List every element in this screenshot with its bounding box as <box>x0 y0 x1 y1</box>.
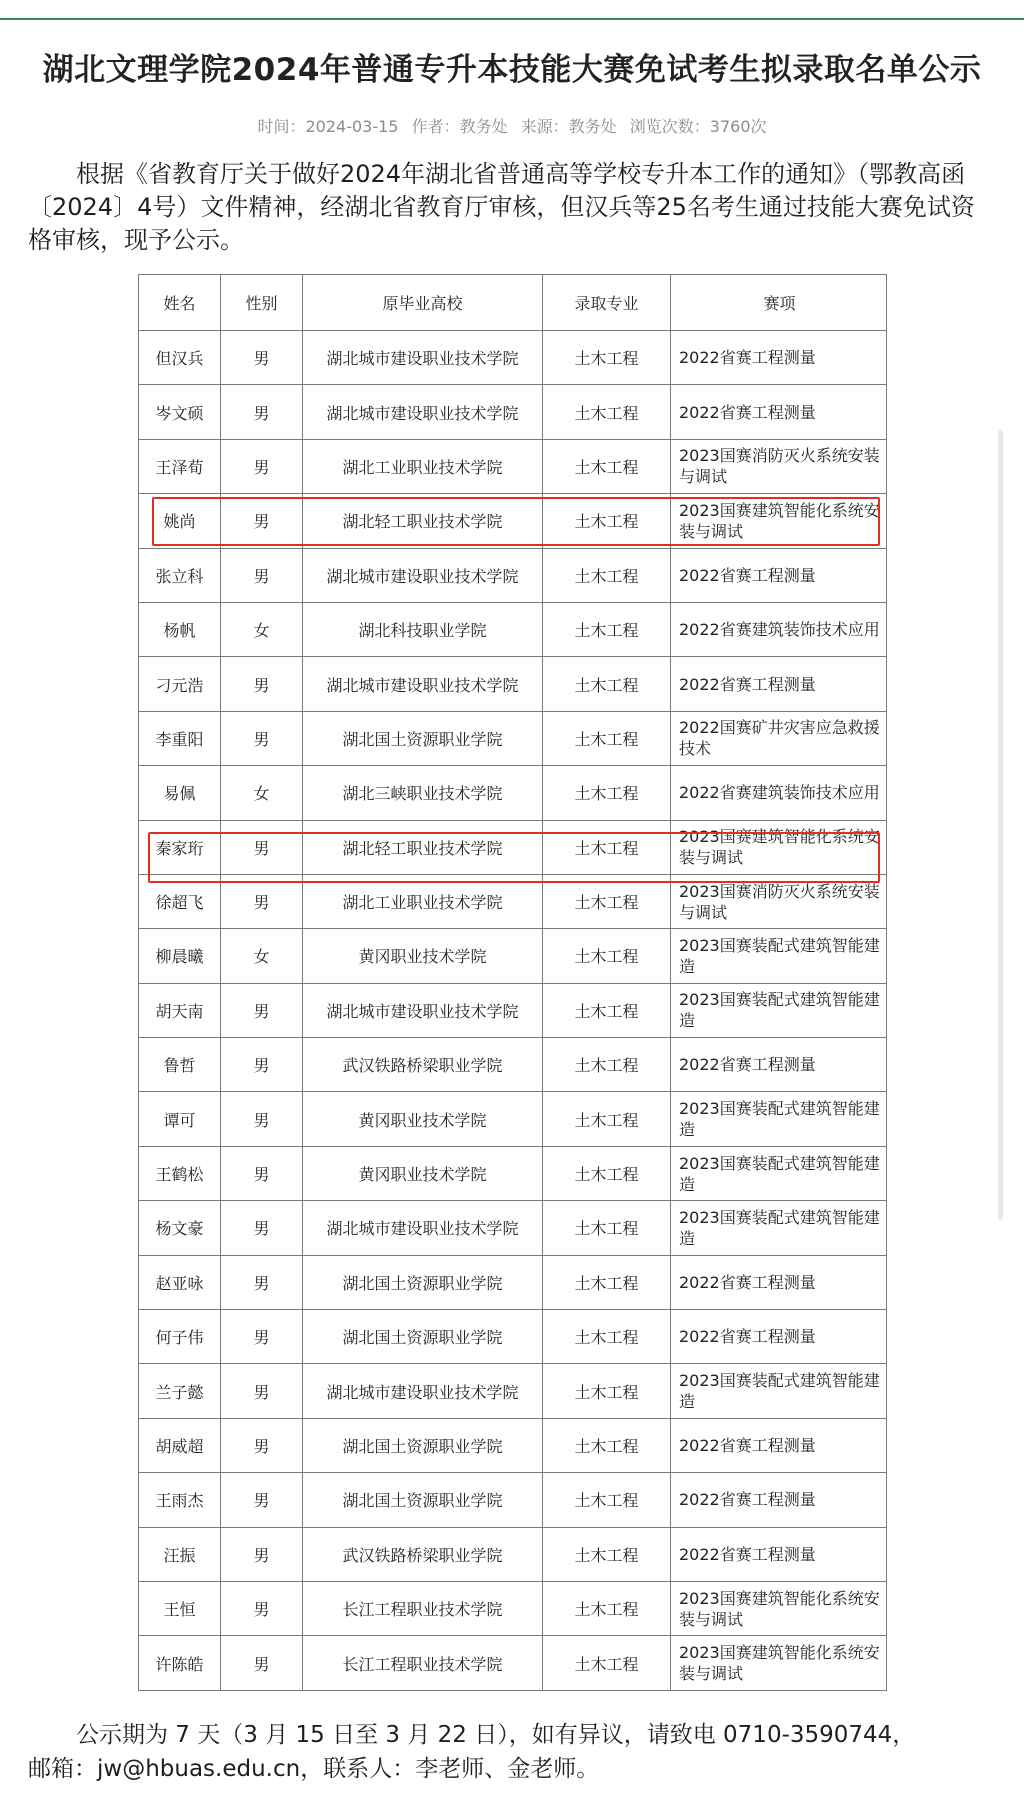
cell-name: 徐超飞 <box>139 874 221 928</box>
meta-views: 浏览次数：3760次 <box>629 117 767 136</box>
cell-gender: 男 <box>221 874 303 928</box>
table-row <box>139 439 887 493</box>
cell-school: 湖北国土资源职业学院 <box>303 1473 543 1527</box>
cell-school: 武汉铁路桥梁职业学院 <box>303 1038 543 1092</box>
cell-major: 土木工程 <box>543 1364 671 1418</box>
highlight-box-row-10 <box>148 832 880 883</box>
cell-major: 土木工程 <box>543 1038 671 1092</box>
table-row <box>139 548 887 602</box>
admission-table <box>138 274 887 1691</box>
cell-event: 2022省赛工程测量 <box>671 331 887 385</box>
table-row <box>139 983 887 1037</box>
cell-name: 张立科 <box>139 548 221 602</box>
table-row <box>139 1092 887 1146</box>
cell-school: 湖北城市建设职业技术学院 <box>303 548 543 602</box>
cell-gender: 男 <box>221 1581 303 1635</box>
intro-paragraph: 根据《省教育厅关于做好2024年湖北省普通高等学校专升本工作的通知》（鄂教高函〔2024〕4号）文件精神，经湖北省教育厅审核，但汉兵等25名考生通过技能大赛免试资格审核，现予公示。 <box>28 160 975 254</box>
cell-school: 湖北工业职业技术学院 <box>303 439 543 493</box>
cell-gender: 男 <box>221 1636 303 1690</box>
table-row <box>139 929 887 983</box>
meta-time: 时间：2024-03-15 <box>257 117 399 136</box>
cell-event: 2022省赛建筑装饰技术应用 <box>671 602 887 656</box>
table-header-row <box>139 275 887 331</box>
cell-name: 刁元浩 <box>139 657 221 711</box>
cell-name: 王恒 <box>139 1581 221 1635</box>
cell-school: 湖北国土资源职业学院 <box>303 1418 543 1472</box>
cell-gender: 男 <box>221 1310 303 1364</box>
cell-major: 土木工程 <box>543 874 671 928</box>
cell-gender: 男 <box>221 1255 303 1309</box>
cell-gender: 女 <box>221 929 303 983</box>
header-event: 赛项 <box>671 275 887 331</box>
cell-name: 许陈皓 <box>139 1636 221 1690</box>
meta-source: 来源：教务处 <box>520 117 617 136</box>
cell-gender: 男 <box>221 1038 303 1092</box>
cell-school: 黄冈职业技术学院 <box>303 1146 543 1200</box>
cell-name: 谭可 <box>139 1092 221 1146</box>
cell-major: 土木工程 <box>543 1201 671 1255</box>
cell-gender: 男 <box>221 1527 303 1581</box>
table-row <box>139 1527 887 1581</box>
cell-event: 2023国赛消防灭火系统安装与调试 <box>671 439 887 493</box>
cell-major: 土木工程 <box>543 766 671 820</box>
cell-major: 土木工程 <box>543 1581 671 1635</box>
cell-gender: 男 <box>221 1418 303 1472</box>
cell-school: 湖北工业职业技术学院 <box>303 874 543 928</box>
cell-major: 土木工程 <box>543 439 671 493</box>
cell-school: 湖北国土资源职业学院 <box>303 711 543 765</box>
highlight-box-row-4 <box>152 497 880 546</box>
cell-school: 湖北城市建设职业技术学院 <box>303 1201 543 1255</box>
cell-gender: 男 <box>221 820 303 874</box>
cell-event: 2023国赛装配式建筑智能建造 <box>671 1092 887 1146</box>
cell-name: 杨帆 <box>139 602 221 656</box>
cell-event: 2022省赛工程测量 <box>671 1255 887 1309</box>
cell-school: 湖北国土资源职业学院 <box>303 1310 543 1364</box>
cell-event: 2023国赛建筑智能化系统安装与调试 <box>671 820 887 874</box>
header-major: 录取专业 <box>543 275 671 331</box>
table-row <box>139 1038 887 1092</box>
cell-major: 土木工程 <box>543 1418 671 1472</box>
cell-major: 土木工程 <box>543 1255 671 1309</box>
cell-event: 2023国赛消防灭火系统安装与调试 <box>671 874 887 928</box>
table-row <box>139 1418 887 1472</box>
table-row <box>139 1473 887 1527</box>
cell-gender: 男 <box>221 711 303 765</box>
page-title: 湖北文理学院2024年普通专升本技能大赛免试考生拟录取名单公示 <box>42 52 982 88</box>
cell-school: 湖北城市建设职业技术学院 <box>303 657 543 711</box>
cell-school: 湖北轻工职业技术学院 <box>303 494 543 548</box>
cell-event: 2023国赛装配式建筑智能建造 <box>671 929 887 983</box>
cell-gender: 男 <box>221 1364 303 1418</box>
cell-event: 2022省赛工程测量 <box>671 385 887 439</box>
cell-gender: 男 <box>221 331 303 385</box>
cell-major: 土木工程 <box>543 1310 671 1364</box>
cell-name: 王鹤松 <box>139 1146 221 1200</box>
cell-school: 黄冈职业技术学院 <box>303 929 543 983</box>
header-gender: 性别 <box>221 275 303 331</box>
cell-school: 长江工程职业技术学院 <box>303 1581 543 1635</box>
cell-name: 易佩 <box>139 766 221 820</box>
meta-author: 作者：教务处 <box>411 117 508 136</box>
cell-major: 土木工程 <box>543 1092 671 1146</box>
cell-name: 杨文豪 <box>139 1201 221 1255</box>
cell-event: 2022省赛工程测量 <box>671 657 887 711</box>
cell-major: 土木工程 <box>543 983 671 1037</box>
cell-event: 2023国赛装配式建筑智能建造 <box>671 983 887 1037</box>
table-row <box>139 331 887 385</box>
cell-gender: 男 <box>221 439 303 493</box>
cell-major: 土木工程 <box>543 331 671 385</box>
table-row <box>139 766 887 820</box>
cell-major: 土木工程 <box>543 711 671 765</box>
cell-school: 湖北城市建设职业技术学院 <box>303 1364 543 1418</box>
cell-event: 2022省赛工程测量 <box>671 1418 887 1472</box>
cell-gender: 男 <box>221 657 303 711</box>
cell-gender: 男 <box>221 548 303 602</box>
cell-major: 土木工程 <box>543 820 671 874</box>
table-row <box>139 602 887 656</box>
cell-event: 2023国赛建筑智能化系统安装与调试 <box>671 1636 887 1690</box>
cell-name: 鲁哲 <box>139 1038 221 1092</box>
table-row <box>139 657 887 711</box>
cell-gender: 男 <box>221 494 303 548</box>
cell-major: 土木工程 <box>543 657 671 711</box>
cell-event: 2023国赛建筑智能化系统安装与调试 <box>671 494 887 548</box>
cell-name: 姚尚 <box>139 494 221 548</box>
cell-name: 李重阳 <box>139 711 221 765</box>
cell-major: 土木工程 <box>543 385 671 439</box>
cell-name: 柳晨曦 <box>139 929 221 983</box>
cell-event: 2022省赛工程测量 <box>671 1310 887 1364</box>
cell-school: 湖北国土资源职业学院 <box>303 1255 543 1309</box>
table-row <box>139 1310 887 1364</box>
cell-major: 土木工程 <box>543 602 671 656</box>
cell-gender: 男 <box>221 983 303 1037</box>
table-row <box>139 711 887 765</box>
cell-name: 兰子懿 <box>139 1364 221 1418</box>
cell-gender: 男 <box>221 1473 303 1527</box>
cell-school: 湖北城市建设职业技术学院 <box>303 385 543 439</box>
cell-major: 土木工程 <box>543 1473 671 1527</box>
table-row <box>139 1255 887 1309</box>
cell-event: 2023国赛装配式建筑智能建造 <box>671 1364 887 1418</box>
table-row <box>139 1636 887 1690</box>
cell-name: 胡天南 <box>139 983 221 1037</box>
cell-gender: 女 <box>221 602 303 656</box>
cell-school: 湖北三峡职业技术学院 <box>303 766 543 820</box>
cell-school: 湖北城市建设职业技术学院 <box>303 983 543 1037</box>
cell-name: 王雨杰 <box>139 1473 221 1527</box>
table-row <box>139 385 887 439</box>
cell-name: 秦家珩 <box>139 820 221 874</box>
header-name: 姓名 <box>139 275 221 331</box>
cell-event: 2022省赛工程测量 <box>671 1473 887 1527</box>
cell-gender: 男 <box>221 1146 303 1200</box>
table-row <box>139 1201 887 1255</box>
scrollbar[interactable] <box>998 430 1003 1220</box>
notice-line-2: 邮箱：jw@hbuas.edu.cn，联系人：李老师、金老师。 <box>28 1756 600 1782</box>
cell-event: 2022省赛建筑装饰技术应用 <box>671 766 887 820</box>
cell-major: 土木工程 <box>543 1636 671 1690</box>
cell-name: 胡威超 <box>139 1418 221 1472</box>
article-meta <box>0 114 1024 137</box>
cell-event: 2022国赛矿井灾害应急救援技术 <box>671 711 887 765</box>
table-row <box>139 1581 887 1635</box>
cell-name: 汪振 <box>139 1527 221 1581</box>
top-divider <box>0 0 1024 20</box>
cell-major: 土木工程 <box>543 1146 671 1200</box>
cell-school: 武汉铁路桥梁职业学院 <box>303 1527 543 1581</box>
cell-gender: 女 <box>221 766 303 820</box>
cell-name: 但汉兵 <box>139 331 221 385</box>
cell-school: 湖北轻工职业技术学院 <box>303 820 543 874</box>
cell-school: 长江工程职业技术学院 <box>303 1636 543 1690</box>
table-row <box>139 1146 887 1200</box>
cell-name: 赵亚咏 <box>139 1255 221 1309</box>
cell-name: 何子伟 <box>139 1310 221 1364</box>
cell-major: 土木工程 <box>543 494 671 548</box>
cell-gender: 男 <box>221 385 303 439</box>
cell-major: 土木工程 <box>543 548 671 602</box>
cell-event: 2023国赛装配式建筑智能建造 <box>671 1201 887 1255</box>
header-school: 原毕业高校 <box>303 275 543 331</box>
cell-gender: 男 <box>221 1092 303 1146</box>
cell-event: 2022省赛工程测量 <box>671 1038 887 1092</box>
cell-event: 2023国赛建筑智能化系统安装与调试 <box>671 1581 887 1635</box>
cell-event: 2022省赛工程测量 <box>671 1527 887 1581</box>
cell-school: 湖北科技职业学院 <box>303 602 543 656</box>
cell-major: 土木工程 <box>543 1527 671 1581</box>
cell-major: 土木工程 <box>543 929 671 983</box>
cell-school: 黄冈职业技术学院 <box>303 1092 543 1146</box>
cell-event: 2022省赛工程测量 <box>671 548 887 602</box>
notice-paragraph <box>28 1718 1008 1786</box>
table-row <box>139 1364 887 1418</box>
cell-gender: 男 <box>221 1201 303 1255</box>
notice-line-1: 公示期为 7 天（3 月 15 日至 3 月 22 日），如有异议，请致电 0710-3590744， <box>76 1722 916 1748</box>
cell-name: 岑文硕 <box>139 385 221 439</box>
cell-name: 王泽荀 <box>139 439 221 493</box>
cell-event: 2023国赛装配式建筑智能建造 <box>671 1146 887 1200</box>
cell-school: 湖北城市建设职业技术学院 <box>303 331 543 385</box>
